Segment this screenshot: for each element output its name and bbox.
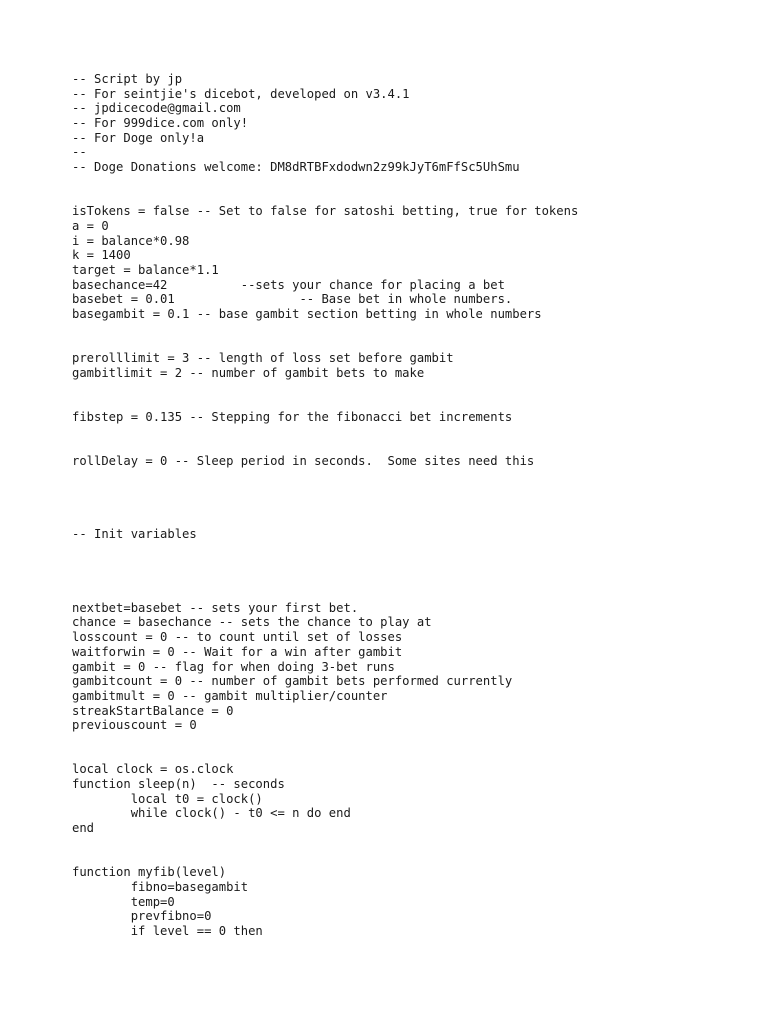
- code-line: local clock = os.clock: [72, 762, 234, 777]
- code-line: -- For seintjie's dicebot, developed on v3.4.1: [72, 86, 410, 101]
- code-line: [72, 850, 578, 865]
- code-line: gambitcount = 0 -- number of gambit bets performed currently: [72, 674, 513, 689]
- code-line: end: [72, 821, 95, 836]
- code-line: --: [72, 145, 87, 160]
- code-line: [72, 380, 578, 395]
- code-line: gambitlimit = 2 -- number of gambit bets to make: [72, 365, 425, 380]
- code-line: [72, 513, 578, 528]
- code-line: prevfibno=0: [72, 909, 212, 924]
- code-line: gambit = 0 -- flag for when doing 3-bet runs: [72, 659, 395, 674]
- code-line: i = balance*0.98: [72, 233, 190, 248]
- code-line: [72, 483, 578, 498]
- code-line: a = 0: [72, 218, 109, 233]
- code-line: prerolllimit = 3 -- length of loss set before gambit: [72, 351, 454, 366]
- code-line: basebet = 0.01 -- Base bet in whole numbers.: [72, 292, 513, 307]
- code-line: [72, 748, 578, 763]
- code-line: [72, 571, 578, 586]
- code-line: while clock() - t0 <= n do end: [72, 806, 351, 821]
- code-line: local t0 = clock(): [72, 791, 263, 806]
- code-line: [72, 542, 578, 557]
- code-line: [72, 469, 578, 484]
- code-line: chance = basechance -- sets the chance to play at: [72, 615, 432, 630]
- code-line: -- For 999dice.com only!: [72, 116, 249, 131]
- code-line: fibstep = 0.135 -- Stepping for the fibonacci bet increments: [72, 409, 513, 424]
- code-line: previouscount = 0: [72, 718, 197, 733]
- code-line: waitforwin = 0 -- Wait for a win after gambit: [72, 644, 403, 659]
- code-line: [72, 733, 578, 748]
- code-line: streakStartBalance = 0: [72, 703, 234, 718]
- code-line: [72, 836, 578, 851]
- code-line: gambitmult = 0 -- gambit multiplier/counter: [72, 688, 388, 703]
- code-line: -- For Doge only!a: [72, 130, 205, 145]
- code-line: function myfib(level): [72, 865, 227, 880]
- code-line: fibno=basegambit: [72, 879, 249, 894]
- code-line: nextbet=basebet -- sets your first bet.: [72, 600, 359, 615]
- code-line: target = balance*1.1: [72, 262, 219, 277]
- code-line: temp=0: [72, 894, 175, 909]
- code-line: -- jpdicecode@gmail.com: [72, 101, 241, 116]
- code-line: basechance=42 --sets your chance for placing a bet: [72, 277, 505, 292]
- code-line: -- Init variables: [72, 527, 197, 542]
- code-line: [72, 190, 578, 205]
- code-line: [72, 175, 578, 190]
- code-line: losscount = 0 -- to count until set of losses: [72, 630, 403, 645]
- code-line: [72, 557, 578, 572]
- code-line: [72, 322, 578, 337]
- code-line: [72, 439, 578, 454]
- code-line: [72, 425, 578, 440]
- code-line: basegambit = 0.1 -- base gambit section betting in whole numbers: [72, 307, 542, 321]
- script-code-block: [72, 72, 578, 939]
- code-line: [72, 395, 578, 410]
- code-line: rollDelay = 0 -- Sleep period in seconds. Some sites need this: [72, 453, 535, 468]
- code-line: [72, 498, 578, 513]
- code-line: [72, 336, 578, 351]
- code-line: k = 1400: [72, 248, 131, 263]
- code-line: [72, 586, 578, 601]
- code-line: isTokens = false -- Set to false for satoshi betting, true for tokens: [72, 204, 579, 219]
- code-line: -- Script by jp: [72, 72, 183, 86]
- code-line: -- Doge Donations welcome: DM8dRTBFxdodwn2z99kJyT6mFfSc5UhSmu: [72, 160, 520, 175]
- code-line: function sleep(n) -- seconds: [72, 777, 285, 791]
- code-line: if level == 0 then: [72, 923, 263, 938]
